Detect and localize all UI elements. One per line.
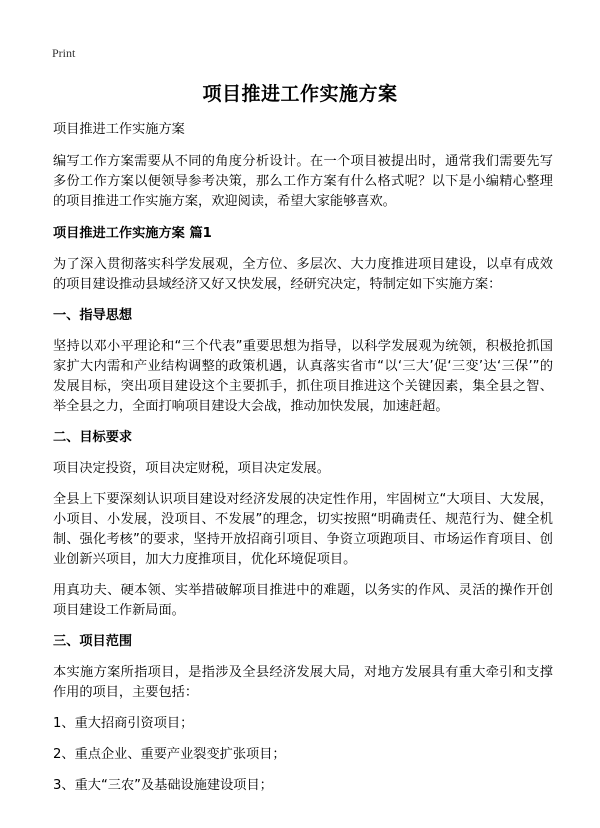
paragraph-goals-1: 项目决定投资，项目决定财税，项目决定发展。 <box>53 461 330 476</box>
print-label: Print <box>52 46 76 60</box>
scope-item-1: 1、重大招商引资项目； <box>53 716 194 731</box>
document-title: 项目推进工作实施方案 <box>202 83 398 105</box>
document-subtitle: 项目推进工作实施方案 <box>53 122 185 137</box>
paragraph-goals-3: 用真功夫、硬本领、实举措破解项目推进中的难题，以务实的作风、灵活的操作开创项目建设工作新局面。 <box>53 583 553 618</box>
scope-item-3: 3、重大“三农”及基础设施建设项目； <box>53 778 273 793</box>
heading-goals: 二、目标要求 <box>53 430 133 445</box>
document-body <box>53 120 553 807</box>
paragraph-goals-2: 全县上下要深刻认识项目建设对经济发展的决定性作用，牢固树立“大项目、大发展，小项目、小发展，没项目、不发展”的理念，切实按照“明确责任、规范行为、健全机制、强化考核”的要求，坚持开放招商引项目、争资立项跑项目、市场运作育项目、创业创新兴项目，加大力度推项目，优化环境促项目。 <box>53 492 553 567</box>
heading-scope: 三、项目范围 <box>53 634 133 649</box>
section-heading: 项目推进工作实施方案 篇1 <box>53 226 212 241</box>
paragraph-scope-intro: 本实施方案所指项目，是指涉及全县经济发展大局，对地方发展具有重大牵引和支撑作用的项目，主要包括： <box>53 665 553 700</box>
intro-paragraph: 编写工作方案需要从不同的角度分析设计。在一个项目被提出时，通常我们需要先写多份工作方案以便领导参考决策，那么工作方案有什么格式呢？以下是小编精心整理的项目推进工作实施方案，欢迎阅读，希望大家能够喜欢。 <box>53 154 553 209</box>
paragraph-guiding-ideology: 坚持以邓小平理论和“三个代表”重要思想为指导，以科学发展观为统领，积极抢抓国家扩大内需和产业结构调整的政策机遇，认真落实省市“以‘三大’促‘三变’达‘三保’”的发展目标，突出项目建设这个主要抓手，抓住项目推进这个关键因素，集全县之智、举全县之力，全面打响项目建设大会战，推动加快发展，加速赶超。 <box>53 339 553 414</box>
preface-paragraph: 为了深入贯彻落实科学发展观，全方位、多层次、大力度推进项目建设，以卓有成效的项目建设推动县域经济又好又快发展，经研究决定，特制定如下实施方案： <box>53 257 553 292</box>
heading-guiding-ideology: 一、指导思想 <box>53 308 133 323</box>
scope-item-2: 2、重点企业、重要产业裂变扩张项目； <box>53 747 286 762</box>
